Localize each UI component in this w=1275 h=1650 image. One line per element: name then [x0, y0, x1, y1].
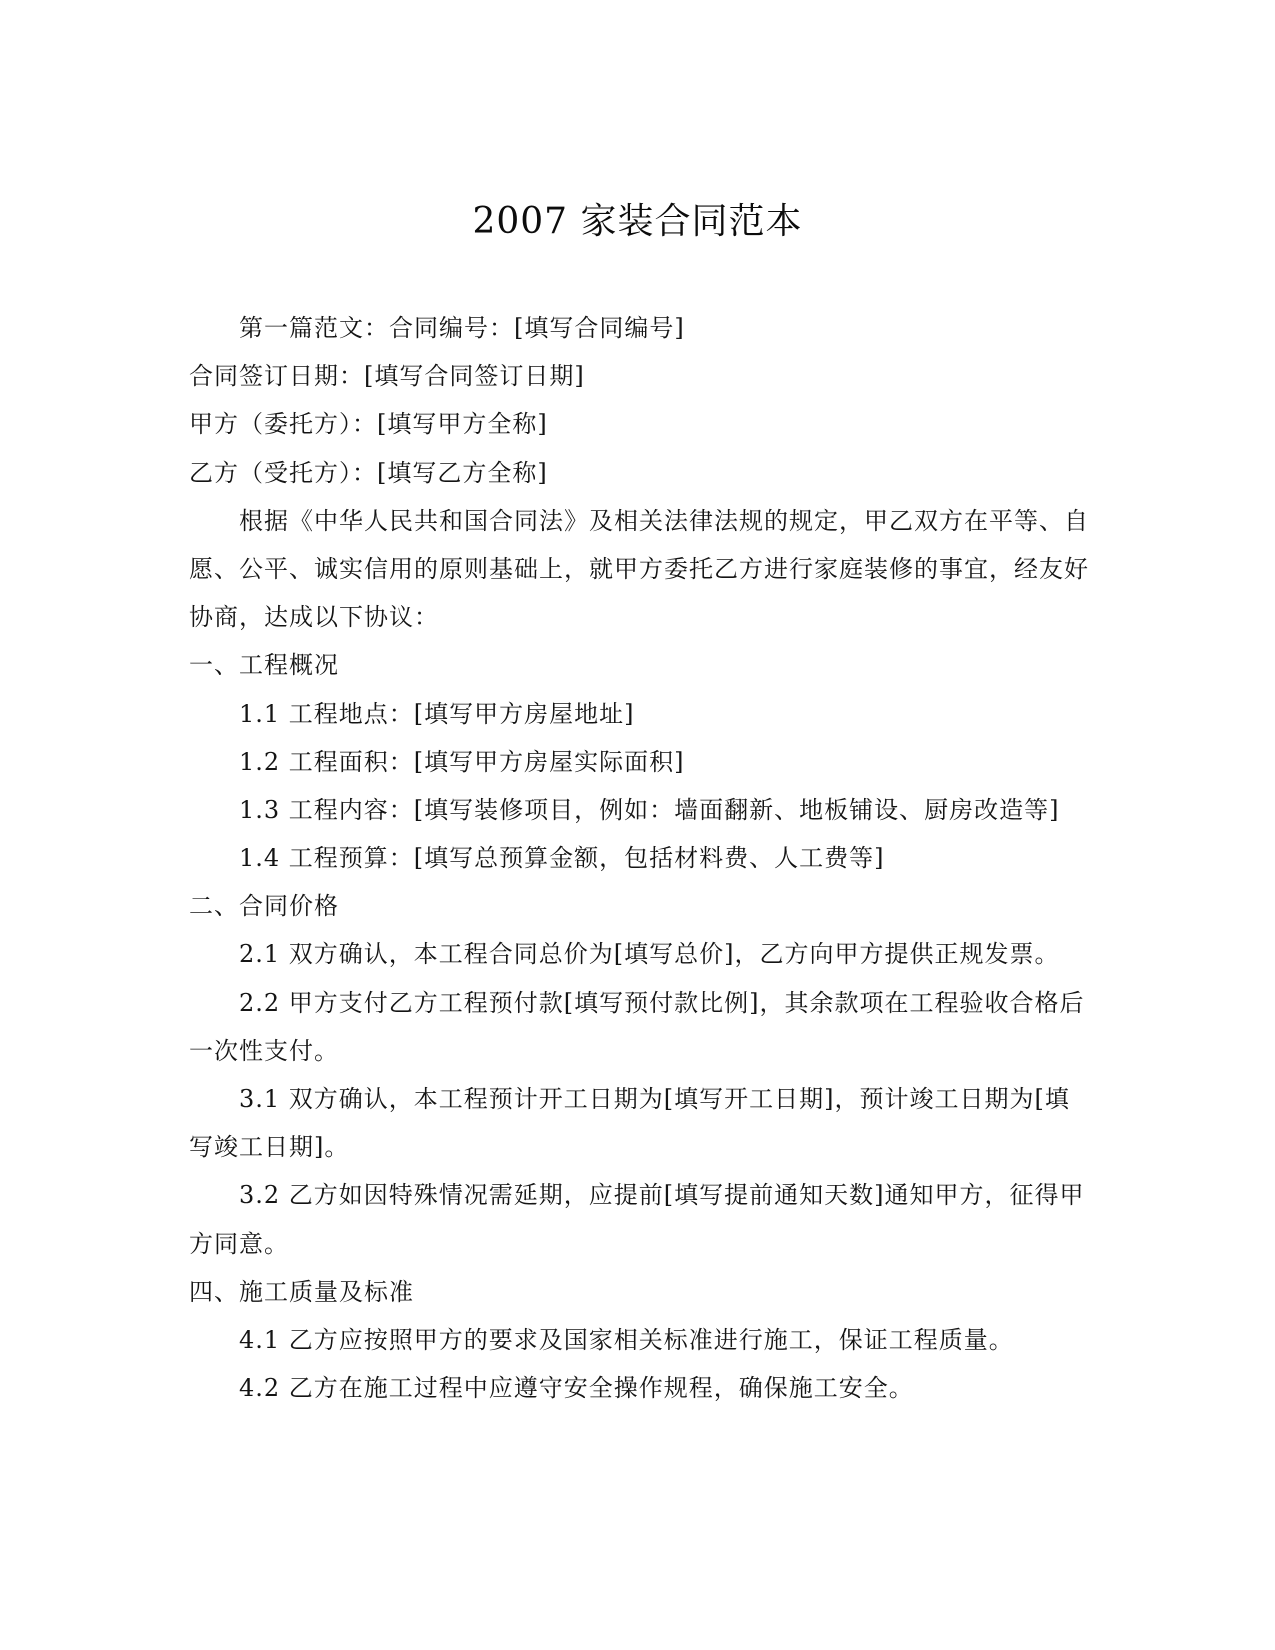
- clause-line: 1.4 工程预算：[填写总预算金额，包括材料费、人工费等]: [239, 844, 885, 873]
- body-line: 愿、公平、诚实信用的原则基础上，就甲方委托乙方进行家庭装修的事宜，经友好: [189, 554, 1089, 583]
- body-line: 方同意。: [189, 1229, 289, 1258]
- section-heading: 一、工程概况: [189, 651, 339, 680]
- body-line: 乙方（受托方）：[填写乙方全称]: [189, 458, 548, 487]
- body-line: 合同签订日期：[填写合同签订日期]: [189, 362, 585, 391]
- body-line: 协商，达成以下协议：: [189, 603, 439, 632]
- clause-line: 4.2 乙方在施工过程中应遵守安全操作规程，确保施工安全。: [239, 1374, 914, 1403]
- clause-line: 1.2 工程面积：[填写甲方房屋实际面积]: [239, 747, 685, 776]
- section-heading: 四、施工质量及标准: [189, 1277, 414, 1306]
- clause-line: 1.1 工程地点：[填写甲方房屋地址]: [239, 699, 635, 728]
- body-line: 根据《中华人民共和国合同法》及相关法律法规的规定，甲乙双方在平等、自: [239, 506, 1089, 535]
- clause-line: 3.1 双方确认，本工程预计开工日期为[填写开工日期]，预计竣工日期为[填: [239, 1085, 1070, 1113]
- document-title: 2007 家装合同范本: [472, 201, 803, 242]
- body-line: 甲方（委托方）：[填写甲方全称]: [189, 410, 548, 439]
- body-line: 写竣工日期]。: [189, 1133, 350, 1162]
- body-line: 第一篇范文：合同编号：[填写合同编号]: [239, 314, 685, 342]
- document-body: [189, 304, 1089, 1412]
- section-heading: 二、合同价格: [189, 892, 339, 921]
- body-line: 一次性支付。: [189, 1036, 339, 1065]
- clause-line: 2.2 甲方支付乙方工程预付款[填写预付款比例]，其余款项在工程验收合格后: [239, 988, 1085, 1017]
- clause-line: 1.3 工程内容：[填写装修项目，例如：墙面翻新、地板铺设、厨房改造等]: [239, 795, 1060, 824]
- clause-line: 2.1 双方确认，本工程合同总价为[填写总价]，乙方向甲方提供正规发票。: [239, 940, 1060, 969]
- clause-line: 3.2 乙方如因特殊情况需延期，应提前[填写提前通知天数]通知甲方，征得甲: [239, 1181, 1085, 1210]
- clause-line: 4.1 乙方应按照甲方的要求及国家相关标准进行施工，保证工程质量。: [239, 1325, 1014, 1354]
